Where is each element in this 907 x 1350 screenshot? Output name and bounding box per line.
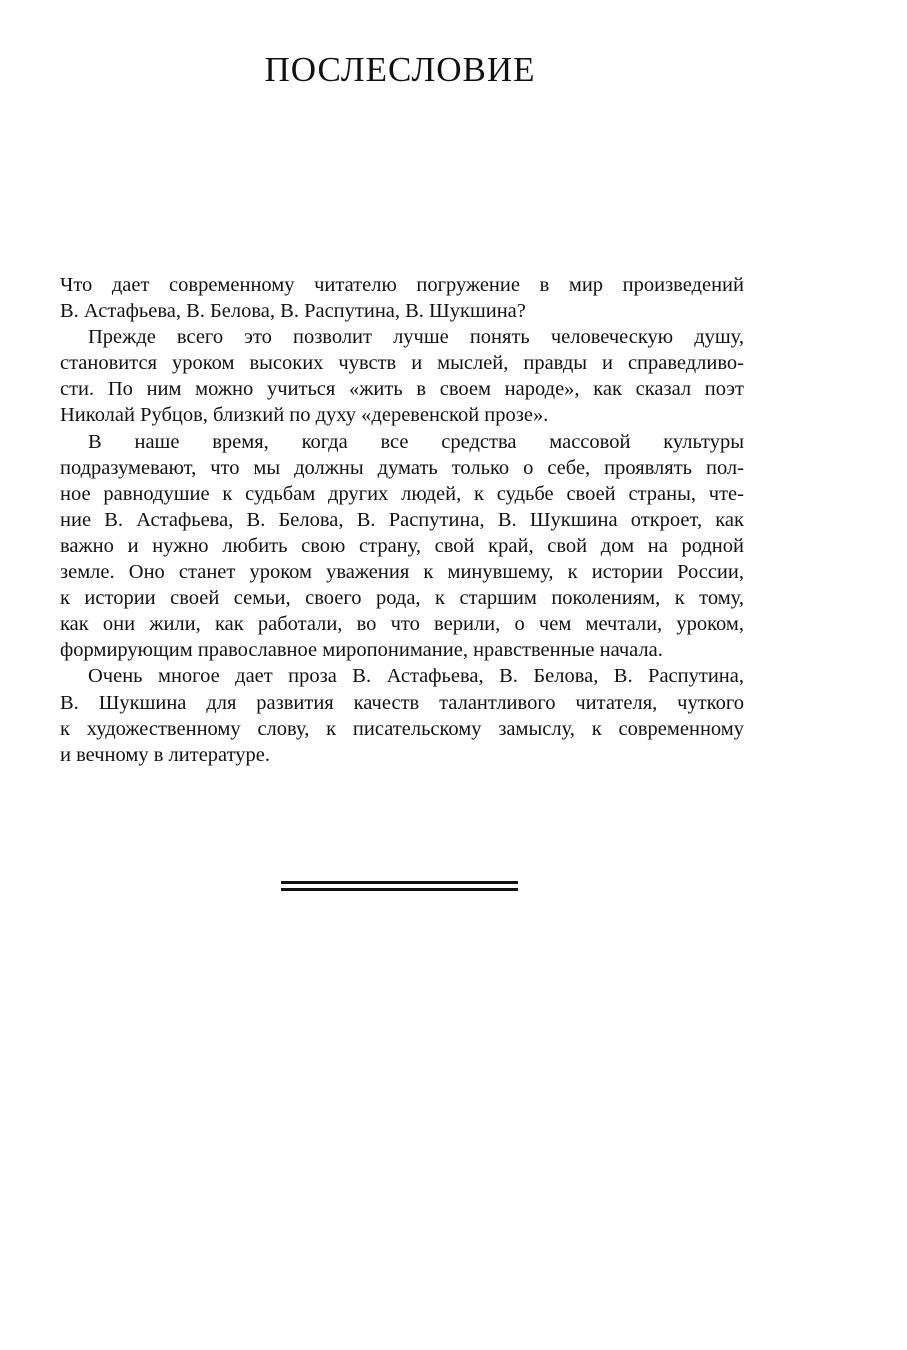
paragraph-3-line-9: формирующим православное миропонимание, нравственные начала.	[60, 639, 663, 662]
paragraph-1-line-1: Что дает современному читателю погружение в мир произведений	[60, 274, 744, 296]
paragraph-2-line-2: становится уроком высоких чувств и мыслей, правды и справедливо-	[60, 352, 744, 375]
paragraph-2-line-3: сти. По ним можно учиться «жить в своем народе», как сказал поэт	[60, 378, 744, 401]
page-title: ПОСЛЕСЛОВИЕ	[264, 50, 536, 89]
paragraph-2-line-1: Прежде всего это позволит лучше понять человеческую душу,	[88, 326, 744, 349]
end-rule-top	[281, 881, 518, 884]
paragraph-4-line-1: Очень многое дает проза В. Астафьева, В. Белова, В. Распутина,	[88, 665, 744, 688]
paragraph-4-line-3: к художественному слову, к писательскому замыслу, к современному	[60, 717, 744, 740]
paragraph-3-line-8: как они жили, как работали, во что верили, о чем мечтали, уроком,	[60, 613, 744, 636]
paragraph-3-line-1: В наше время, когда все средства массовой культуры	[88, 430, 744, 453]
paragraph-2-line-4: Николай Рубцов, близкий по духу «деревенской прозе».	[60, 404, 549, 427]
paragraph-3-line-5: важно и нужно любить свою страну, свой край, свой дом на родной	[60, 534, 744, 557]
paragraph-1-line-2: В. Астафьева, В. Белова, В. Распутина, В. Шукшина?	[60, 300, 526, 323]
paragraph-3-line-4: ние В. Астафьева, В. Белова, В. Распутина, В. Шукшина откроет, как	[60, 508, 744, 531]
paragraph-3-line-3: ное равнодушие к судьбам других людей, к судьбе своей страны, чте-	[60, 482, 744, 505]
body-text	[60, 272, 744, 768]
paragraph-3-line-7: к истории своей семьи, своего рода, к старшим поколениям, к тому,	[60, 587, 744, 610]
paragraph-3-line-6: земле. Оно станет уроком уважения к минувшему, к истории России,	[60, 561, 744, 584]
paragraph-4-line-4: и вечному в литературе.	[60, 743, 271, 766]
end-rule-bottom	[281, 888, 518, 891]
paragraph-3-line-2: подразумевают, что мы должны думать только о себе, проявлять пол-	[60, 456, 744, 479]
paragraph-4-line-2: В. Шукшина для развития качеств талантливого читателя, чуткого	[60, 691, 744, 714]
